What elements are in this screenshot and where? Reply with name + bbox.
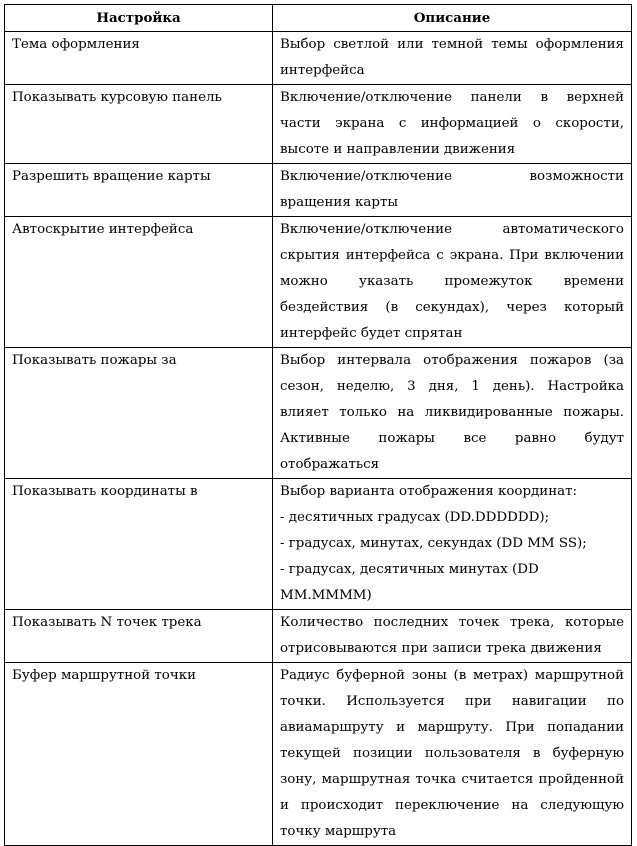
setting-name: Показывать координаты в [5,479,273,610]
setting-description [273,479,632,610]
description-list-item: - десятичных градусах (DD.DDDDDD); [280,510,550,525]
setting-name: Показывать N точек трека [5,610,273,663]
setting-description: Включение/отключение автоматического скрытия интерфейса с экрана. При включении можно указать промежуток времени бездействия (в секундах), через который интерфейс будет спрятан [273,217,632,348]
setting-name: Тема оформления [5,32,273,85]
table-row [5,663,632,846]
header-setting: Настройка [5,5,273,32]
table-row [5,85,632,164]
setting-description: Количество последних точек трека, которые отрисовываются при записи трека движения [273,610,632,663]
setting-description: Выбор интервала отображения пожаров (за сезон, неделю, 3 дня, 1 день). Настройка влияет только на ликвидированные пожары. Активные пожары все равно будут отображаться [273,348,632,479]
table-row [5,164,632,217]
setting-name: Автоскрытие интерфейса [5,217,273,348]
header-description: Описание [273,5,632,32]
setting-description: Включение/отключение возможности вращения карты [273,164,632,217]
setting-description: Включение/отключение панели в верхней части экрана с информацией о скорости, высоте и направлении движения [273,85,632,164]
description-intro: Выбор варианта отображения координат: [280,484,578,499]
setting-description: Радиус буферной зоны (в метрах) маршрутной точки. Используется при навигации по авиамаршруту и маршруту. При попадании текущей позиции пользователя в буферную зону, маршрутная точка считается пройденной и происходит переключение на следующую точку маршрута [273,663,632,846]
table-row [5,32,632,85]
setting-name: Разрешить вращение карты [5,164,273,217]
description-list-item: - градусах, минутах, секундах (DD MM SS); [280,536,587,551]
setting-description: Выбор светлой или темной темы оформления интерфейса [273,32,632,85]
setting-name: Буфер маршрутной точки [5,663,273,846]
table-row [5,479,632,610]
table-header-row [5,5,632,32]
setting-name: Показывать курсовую панель [5,85,273,164]
table-row [5,217,632,348]
setting-name: Показывать пожары за [5,348,273,479]
table-row [5,348,632,479]
settings-table [4,4,632,846]
description-list-item: - градусах, десятичных минутах (DD MM.MMMM) [280,562,539,603]
table-row [5,610,632,663]
